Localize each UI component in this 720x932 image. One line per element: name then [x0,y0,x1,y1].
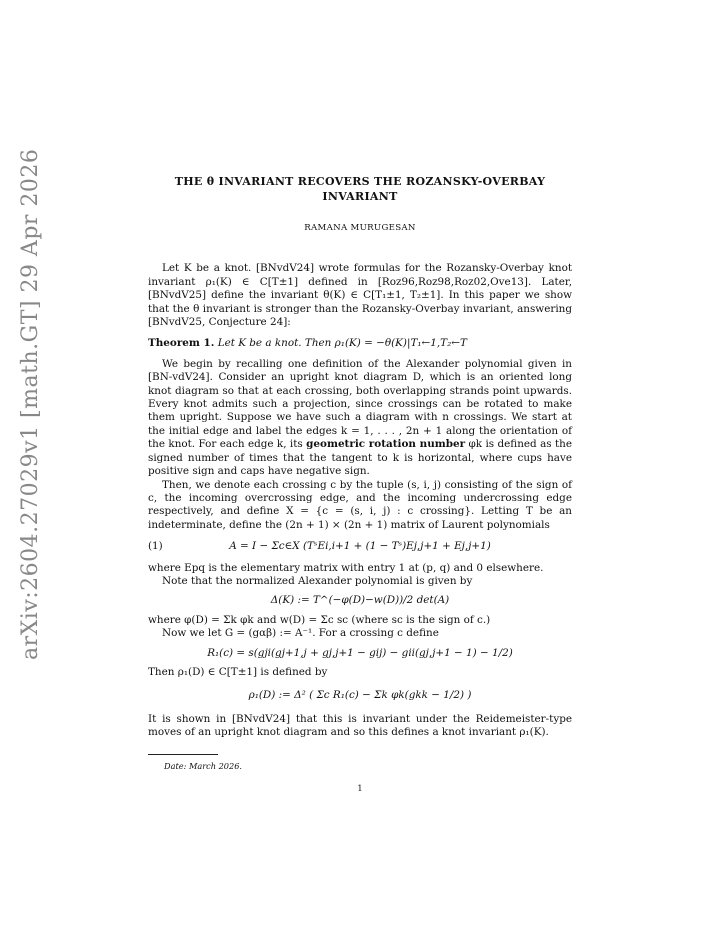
alexander-note: Note that the normalized Alexander polynomial is given by [162,574,473,587]
author-name: RAMANA MURUGESAN [304,223,416,233]
equation-rho: ρ₁(D) := Δ² ( Σc R₁(c) − Σk φk(gkk − 1/2) ) [248,689,472,702]
equation-1 [148,540,572,553]
paper-title: THE θ INVARIANT RECOVERS THE ROZANSKY-OVERBAY INVARIANT [174,175,546,203]
equation-matrix-a: A = I − Σc∈X (TˢEi,i+1 + (1 − Tˢ)Ej,j+1 + Ej,j+1) [229,540,491,553]
geometric-rotation-term: geometric rotation number [306,438,466,451]
theorem-label: Theorem 1. [148,337,215,350]
alexander-paragraph [148,358,572,479]
theorem-statement: Let K be a knot. Then ρ₁(K) = −θ(K)|T₁←1,T₂←T [217,337,467,350]
equation-delta: Δ(K) := T^(−φ(D)−w(D))/2 det(A) [270,594,450,607]
crossing-paragraph: Then, we denote each crossing c by the tuple (s, i, j) consisting of the sign of c, the incoming overcrossing edge, and the incoming undercrossing edge respectively, and define X = {c = (s, i, j) : c crossing}. Letting T be an indeterminate, define the (2n + 1) × (2n + 1) matrix of Laurent polynomials [148,478,572,531]
para1-text-before: We begin by recalling one definition of the Alexander polynomial given in [BN-vdV24]. Consider an upright knot diagram D, which is an oriented long knot diagram so that at each crossing, both overlapping strands point upwards. Every knot admits such a projection, since crossings can be rotated to make them upright. Suppose we have such a diagram with n crossings. We start at the initial edge and label the edges k = 1, . . . , 2n + 1 along the orientation of the knot. For each edge k, its [148,357,572,451]
para1-text-after: φk is defined as the signed number of times that the tangent to k is horizontal, where cups have positive sign and caps have negative sign. [148,438,572,478]
paper-page [148,174,572,796]
closing-paragraph: It is shown in [BNvdV24] that this is invariant under the Reidemeister-type moves of an upright knot diagram and so this defines a knot invariant ρ₁(K). [148,712,572,739]
equation-label: (1) [148,540,163,553]
theorem-1 [148,337,572,350]
phi-w-definition: where φ(D) = Σk φk and w(D) = Σc sc (where sc is the sign of c.) [148,613,491,626]
page-number: 1 [357,784,363,794]
g-definition: Now we let G = (gαβ) := A⁻¹. For a crossing c define [162,627,439,640]
rho-definition-intro: Then ρ₁(D) ∈ C[T±1] is defined by [148,665,328,678]
intro-paragraph: Let K be a knot. [BNvdV24] wrote formulas for the Rozansky-Overbay knot invariant ρ₁(K) ∈ C[T±1] defined in [Roz96,Roz98,Roz02,Ove13]. Later, [BNvdV25] define the invariant θ(K) ∈ C[T₁±1, T₂±1]. In this paper we show that the θ invariant is stronger than the Rozansky-Overbay invariant, answering [BNvdV25, Conjecture 24]: [148,262,572,329]
equation-r1: R₁(c) = s(gji(gj+1,j + gj,j+1 − gij) − gii(gj,j+1 − 1) − 1/2) [207,646,513,659]
date-footnote: Date: March 2026. [164,760,243,771]
arxiv-identifier: arXiv:2604.27029v1 [math.GT] 29 Apr 2026 [18,148,43,660]
epq-definition: where Epq is the elementary matrix with entry 1 at (p, q) and 0 elsewhere. [148,561,544,574]
footnote-rule [148,754,218,755]
